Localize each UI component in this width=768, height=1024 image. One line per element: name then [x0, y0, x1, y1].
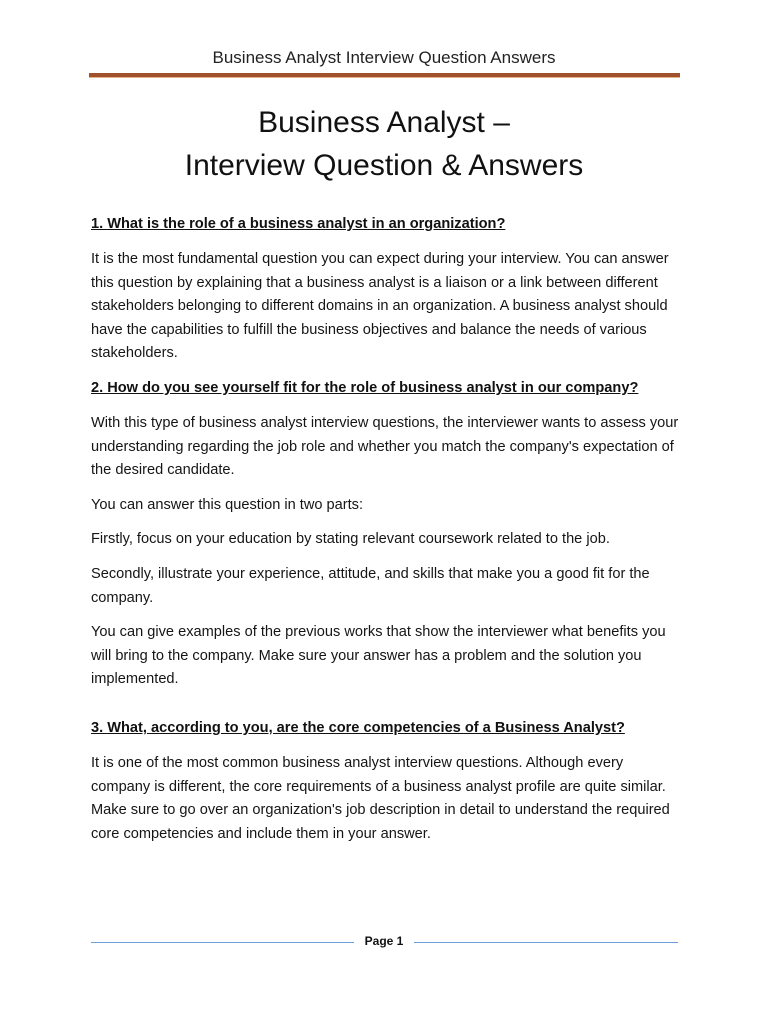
page-number: Page 1 — [364, 934, 404, 948]
question-3-heading: 3. What, according to you, are the core competencies of a Business Analyst? — [91, 719, 625, 736]
document-title — [0, 101, 768, 187]
running-header: Business Analyst Interview Question Answers — [212, 48, 556, 67]
answer-2-paragraph-3: Firstly, focus on your education by stating relevant coursework related to the job. — [91, 531, 610, 548]
answer-2-paragraph-1: With this type of business analyst interview questions, the interviewer wants to assess your understanding regarding the job role and whether you match the company's expectation of the desired candidate. — [91, 414, 679, 479]
header-rule — [89, 73, 680, 78]
title-line-1: Business Analyst – — [258, 106, 510, 139]
title-line-2: Interview Question & Answers — [184, 149, 584, 182]
document-body — [91, 213, 686, 857]
answer-3-paragraph-1: It is one of the most common business analyst interview questions. Although every company is different, the core requirements of a business analyst profile are quite similar. Make sure to go over an organization's job description in detail to understand the required core competencies and include them in your answer. — [91, 754, 670, 842]
section-spacer — [91, 703, 686, 717]
question-2-heading: 2. How do you see yourself fit for the role of business analyst in our company? — [91, 379, 639, 396]
answer-1-paragraph-1: It is the most fundamental question you can expect during your interview. You can answer this question by explaining that a business analyst is a liaison or a link between different stakeholders belonging to different domains in an organization. A business analyst should have the capabilities to fulfill the business objectives and balance the needs of various stakeholders. — [91, 251, 669, 362]
answer-2-paragraph-2: You can answer this question in two parts: — [91, 496, 364, 513]
answer-2-paragraph-5: You can give examples of the previous works that show the interviewer what benefits you will bring to the company. Make sure your answer has a problem and the solution you implemented. — [91, 624, 666, 688]
answer-2-paragraph-4: Secondly, illustrate your experience, attitude, and skills that make you a good fit for the company. — [91, 565, 650, 606]
question-1-heading: 1. What is the role of a business analyst in an organization? — [91, 216, 506, 232]
